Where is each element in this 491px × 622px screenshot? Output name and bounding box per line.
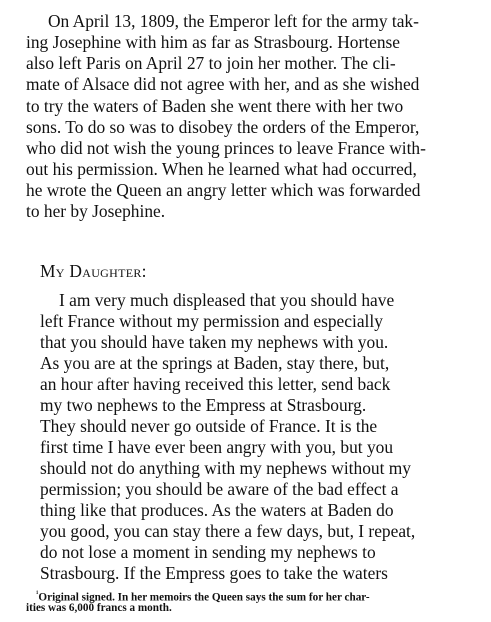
intro-line: also left Paris on April 27 to join her mother. The cli- bbox=[26, 53, 396, 73]
letter-line: do not lose a moment in sending my nephews to bbox=[40, 542, 376, 562]
letter-line: They should never go outside of France. It is the bbox=[40, 416, 378, 436]
footnote-line: ities was 6,000 francs a month. bbox=[26, 602, 172, 614]
letter-line: Strasbourg. If the Empress goes to take the waters bbox=[40, 563, 388, 583]
letter-line: my two nephews to the Empress at Strasbourg. bbox=[40, 395, 367, 415]
intro-line: who did not wish the young princes to leave France with- bbox=[26, 138, 426, 158]
letter-line: first time I have ever been angry with you, but you bbox=[40, 437, 394, 457]
letter-salutation: My Daughter: bbox=[40, 261, 147, 281]
letter-line: that you should have taken my nephews with you. bbox=[40, 332, 389, 352]
letter-line: you good, you can stay there a few days, but, I repeat, bbox=[40, 521, 416, 541]
intro-line: he wrote the Queen an angry letter which was forwarded bbox=[26, 180, 421, 200]
intro-line: to her by Josephine. bbox=[26, 201, 166, 221]
intro-line: mate of Alsace did not agree with her, and as she wished bbox=[26, 74, 420, 94]
footnote-text: Original signed. In her memoirs the Queen says the sum for her char- bbox=[38, 591, 370, 604]
footnote-marker: ¹ bbox=[36, 589, 39, 598]
letter-line: permission; you should be aware of the bad effect a bbox=[40, 479, 399, 499]
intro-line: to try the waters of Baden she went there with her two bbox=[26, 96, 404, 116]
letter-line: thing like that produces. As the waters at Baden do bbox=[40, 500, 394, 520]
letter-line: should not do anything with my nephews without my bbox=[40, 458, 411, 478]
intro-line: ing Josephine with him as far as Strasbourg. Hortense bbox=[26, 32, 401, 52]
intro-line: On April 13, 1809, the Emperor left for the army tak- bbox=[48, 11, 419, 31]
letter-line: I am very much displeased that you should have bbox=[59, 290, 395, 310]
intro-line: sons. To do so was to disobey the orders of the Emperor, bbox=[26, 117, 420, 137]
letter-line: As you are at the springs at Baden, stay there, but, bbox=[40, 353, 390, 373]
letter-line: an hour after having received this letter, send back bbox=[40, 374, 391, 394]
intro-line: out his permission. When he learned what had occurred, bbox=[26, 159, 417, 179]
letter-line: left France without my permission and especially bbox=[40, 311, 383, 331]
